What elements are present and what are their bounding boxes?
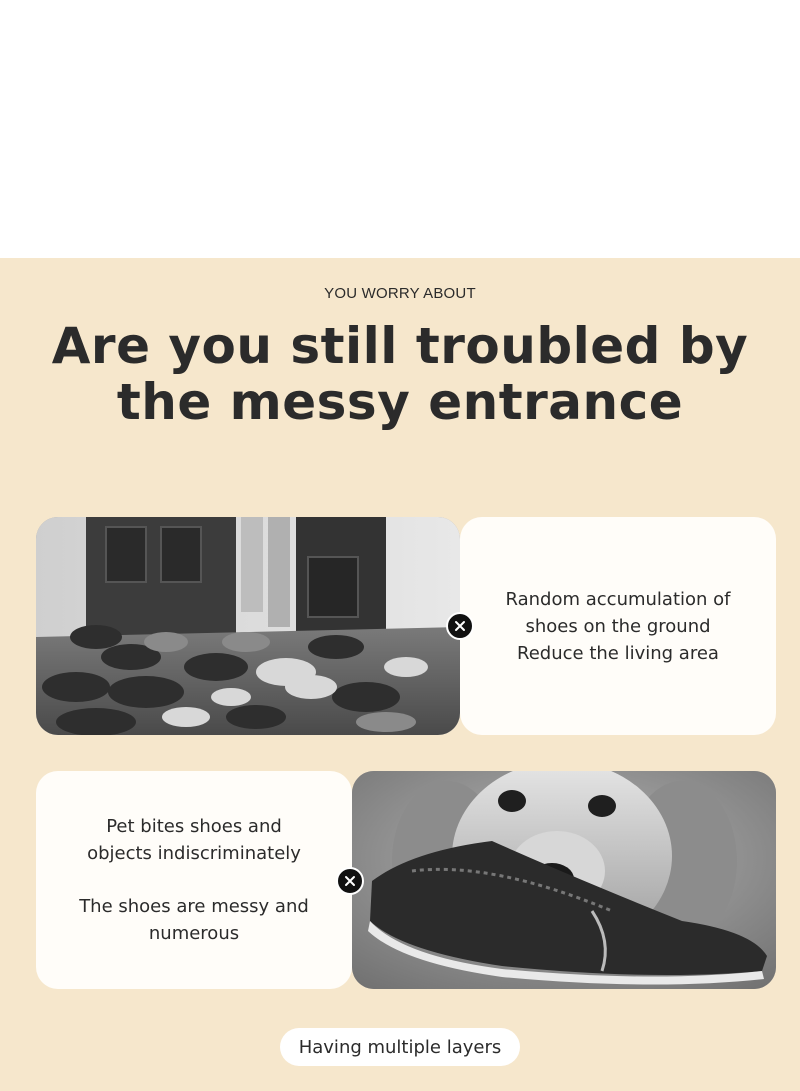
messy-shoes-photo bbox=[36, 517, 460, 735]
card-line: numerous bbox=[148, 923, 240, 944]
card-line: Reduce the living area bbox=[517, 642, 719, 664]
card-line: objects indiscriminately bbox=[87, 843, 301, 864]
dog-biting-shoe-photo bbox=[352, 771, 776, 989]
page-headline bbox=[0, 318, 800, 430]
headline-line-1: Are you still troubled by bbox=[51, 317, 749, 375]
section-eyebrow: YOU WORRY ABOUT bbox=[324, 285, 476, 302]
top-blank-area bbox=[0, 0, 800, 258]
problem-card-accumulation bbox=[460, 517, 776, 735]
card-line: The shoes are messy and bbox=[79, 896, 309, 917]
close-icon bbox=[336, 867, 364, 895]
card-line: Pet bites shoes and bbox=[106, 816, 282, 837]
problem-card-pet bbox=[36, 771, 352, 989]
close-icon bbox=[446, 612, 474, 640]
headline-line-2: the messy entrance bbox=[116, 373, 684, 431]
feature-pill: Having multiple layers bbox=[280, 1028, 520, 1066]
card-line: Random accumulation of bbox=[505, 588, 731, 610]
card-line: shoes on the ground bbox=[525, 615, 711, 637]
